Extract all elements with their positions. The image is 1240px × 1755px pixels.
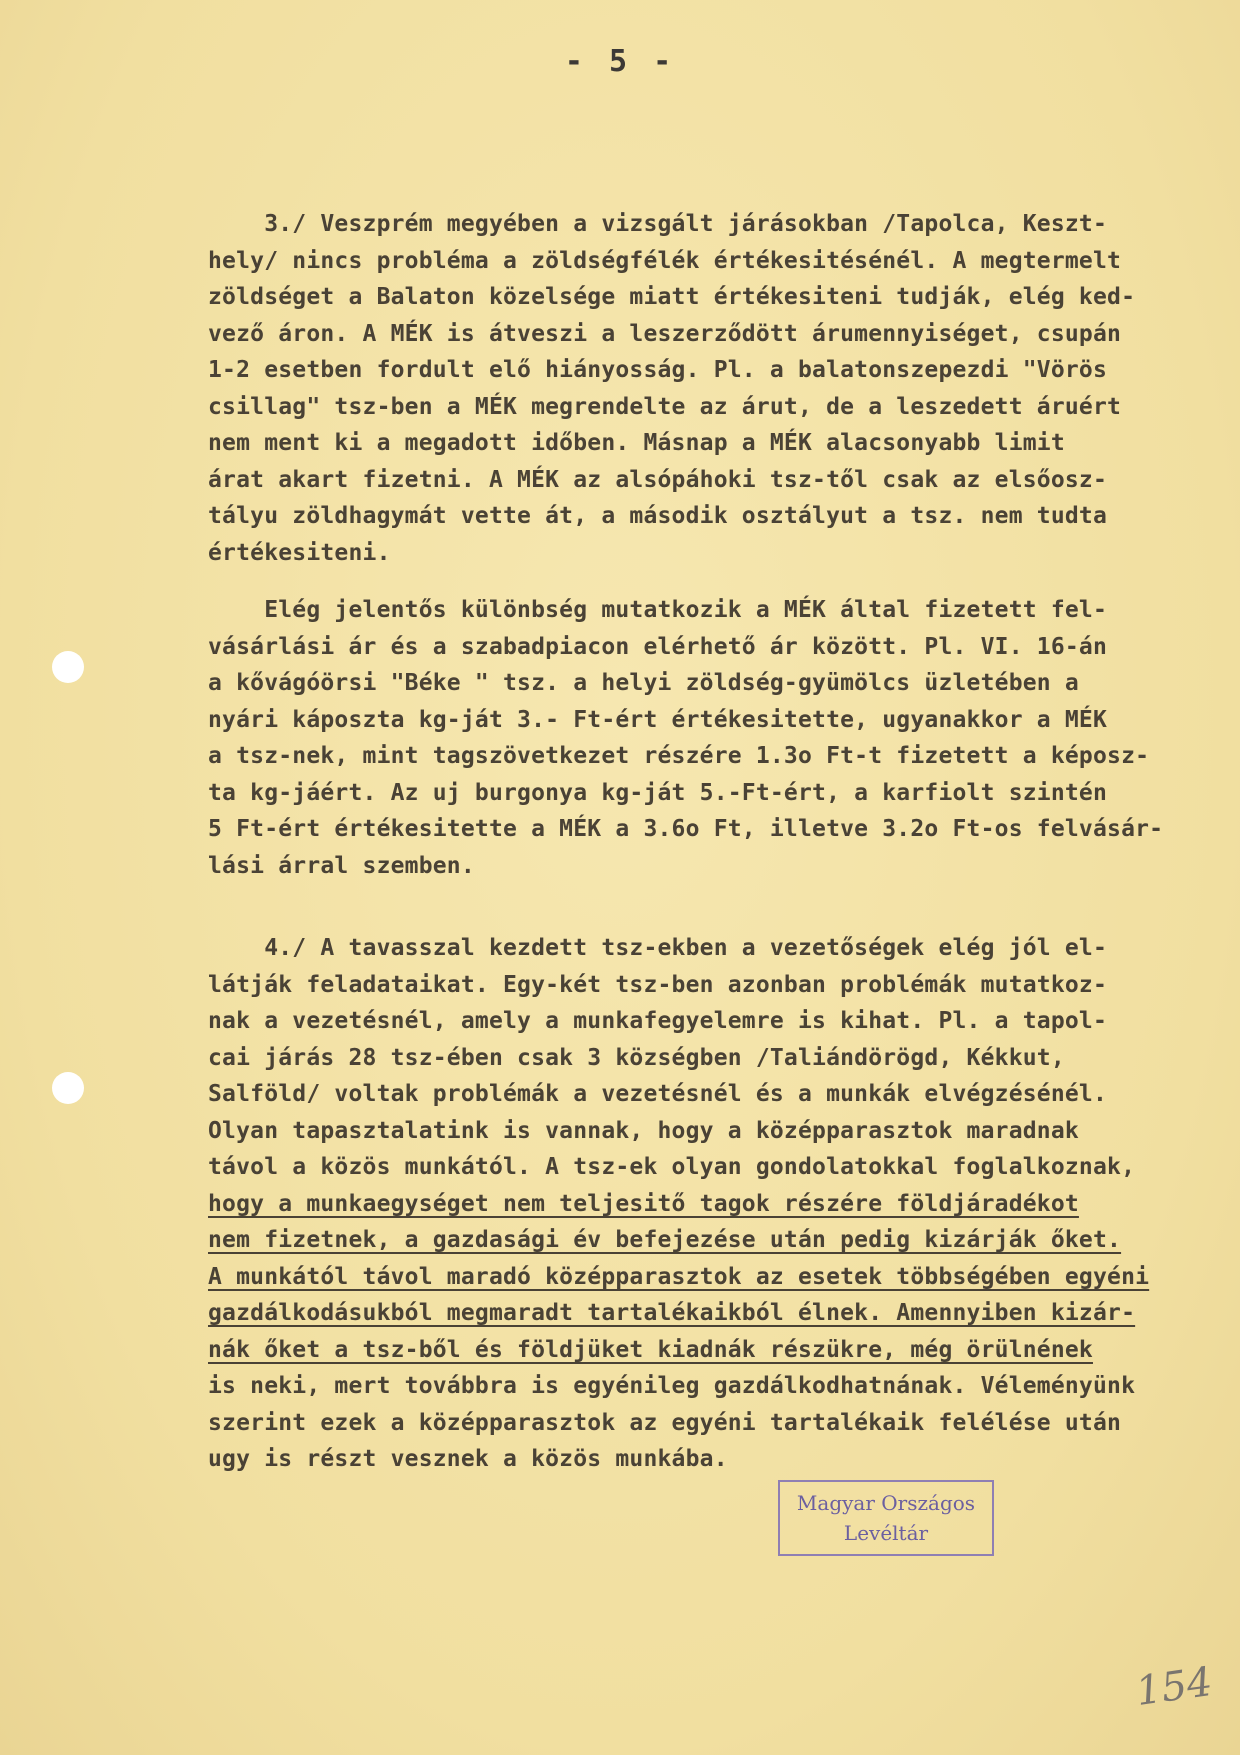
punch-hole [52,651,84,683]
text-line: értékesiteni. [208,539,391,566]
text-line: látják feladataikat. Egy-két tsz-ben azonban problémák mutatkoz- [208,971,1108,998]
text-line: Salföld/ voltak problémák a vezetésnél és a munkák elvégzésénél. [208,1081,1108,1107]
text-line: 5 Ft-ért értékesitette a MÉK a 3.6o Ft, illetve 3.2o Ft-os felvásár- [208,816,1164,842]
text-line: a tsz-nek, mint tagszövetkezet részére 1.3o Ft-t fizetett a képosz- [208,743,1150,769]
handwritten-page-number: 154 [1133,1658,1216,1716]
text-line-underlined: gazdálkodásukból megmaradt tartalékaikból élnek. Amennyiben kizár- [208,1300,1136,1326]
text-line-underlined: nák őket a tsz-ből és földjüket kiadnák részükre, még örülnének [208,1336,1093,1363]
text-line: vásárlási ár és a szabadpiacon elérhető ár között. Pl. VI. 16-án [208,633,1108,660]
text-line: hely/ nincs probléma a zöldségfélék értékesitésénél. A megtermelt [208,247,1122,274]
text-line: cai járás 28 tsz-ében csak 3 községben /Taliándörögd, Kékkut, [208,1044,1065,1071]
text-line: ta kg-jáért. Az uj burgonya kg-ját 5.-Ft-ért, a karfiolt szintén [208,779,1108,806]
stamp-line: Levéltár [843,1521,929,1545]
text-line: távol a közös munkától. A tsz-ek olyan gondolatokkal foglalkoznak, [208,1154,1136,1180]
text-line: a kővágóörsi "Béke " tsz. a helyi zöldség-gyümölcs üzletében a [208,670,1079,696]
archive-stamp [778,1480,994,1556]
text-line: árat akart fizetni. A MÉK az alsópáhoki tsz-től csak az elsőosz- [208,466,1108,493]
text-line: vező áron. A MÉK is átveszi a leszerződött árumennyiséget, csupán [208,320,1122,347]
text-line: nak a vezetésnél, amely a munkafegyelemre is kihat. Pl. a tapol- [208,1008,1108,1034]
text-line: csillag" tsz-ben a MÉK megrendelte az árut, de a leszedett áruért [208,393,1122,420]
text-line: nyári káposzta kg-ját 3.- Ft-ért értékesitette, ugyanakkor a MÉK [208,706,1108,733]
paragraph-section-3b [208,592,1228,884]
text-line: zöldséget a Balaton közelsége miatt értékesiteni tudják, elég ked- [208,284,1136,310]
text-line: Olyan tapasztalatink is vannak, hogy a középparasztok maradnak [208,1117,1079,1144]
paragraph-section-3 [208,206,1228,571]
text-line: 3./ Veszprém megyében a vizsgált járásokban /Tapolca, Keszt- [208,211,1108,237]
text-line: 4./ A tavasszal kezdett tsz-ekben a vezetőségek elég jól el- [208,935,1108,961]
text-line: Elég jelentős különbség mutatkozik a MÉK által fizetett fel- [208,597,1108,623]
text-line-underlined: nem fizetnek, a gazdasági év befejezése után pedig kizárják őket. [208,1227,1122,1253]
text-line-underlined: A munkától távol maradó középparasztok az esetek többségében egyéni [208,1263,1150,1290]
text-line: szerint ezek a középparasztok az egyéni tartalékaik felélése után [208,1409,1122,1436]
text-line: ugy is részt vesznek a közös munkába. [208,1446,728,1472]
paragraph-section-4 [208,930,1228,1478]
text-line-underlined: hogy a munkaegységet nem teljesitő tagok részére földjáradékot [208,1190,1079,1217]
page-number: - 5 - [564,44,676,79]
text-line: 1-2 esetben fordult elő hiányosság. Pl. a balatonszepezdi "Vörös [208,357,1108,383]
text-line: tályu zöldhagymát vette át, a második osztályut a tsz. nem tudta [208,503,1108,529]
punch-hole [52,1072,84,1104]
stamp-line: Magyar Országos [796,1491,976,1515]
text-line: lási árral szemben. [208,852,475,879]
text-line: nem ment ki a megadott időben. Másnap a MÉK alacsonyabb limit [208,430,1065,456]
text-line: is neki, mert továbbra is egyénileg gazdálkodhatnának. Véleményünk [208,1373,1136,1399]
